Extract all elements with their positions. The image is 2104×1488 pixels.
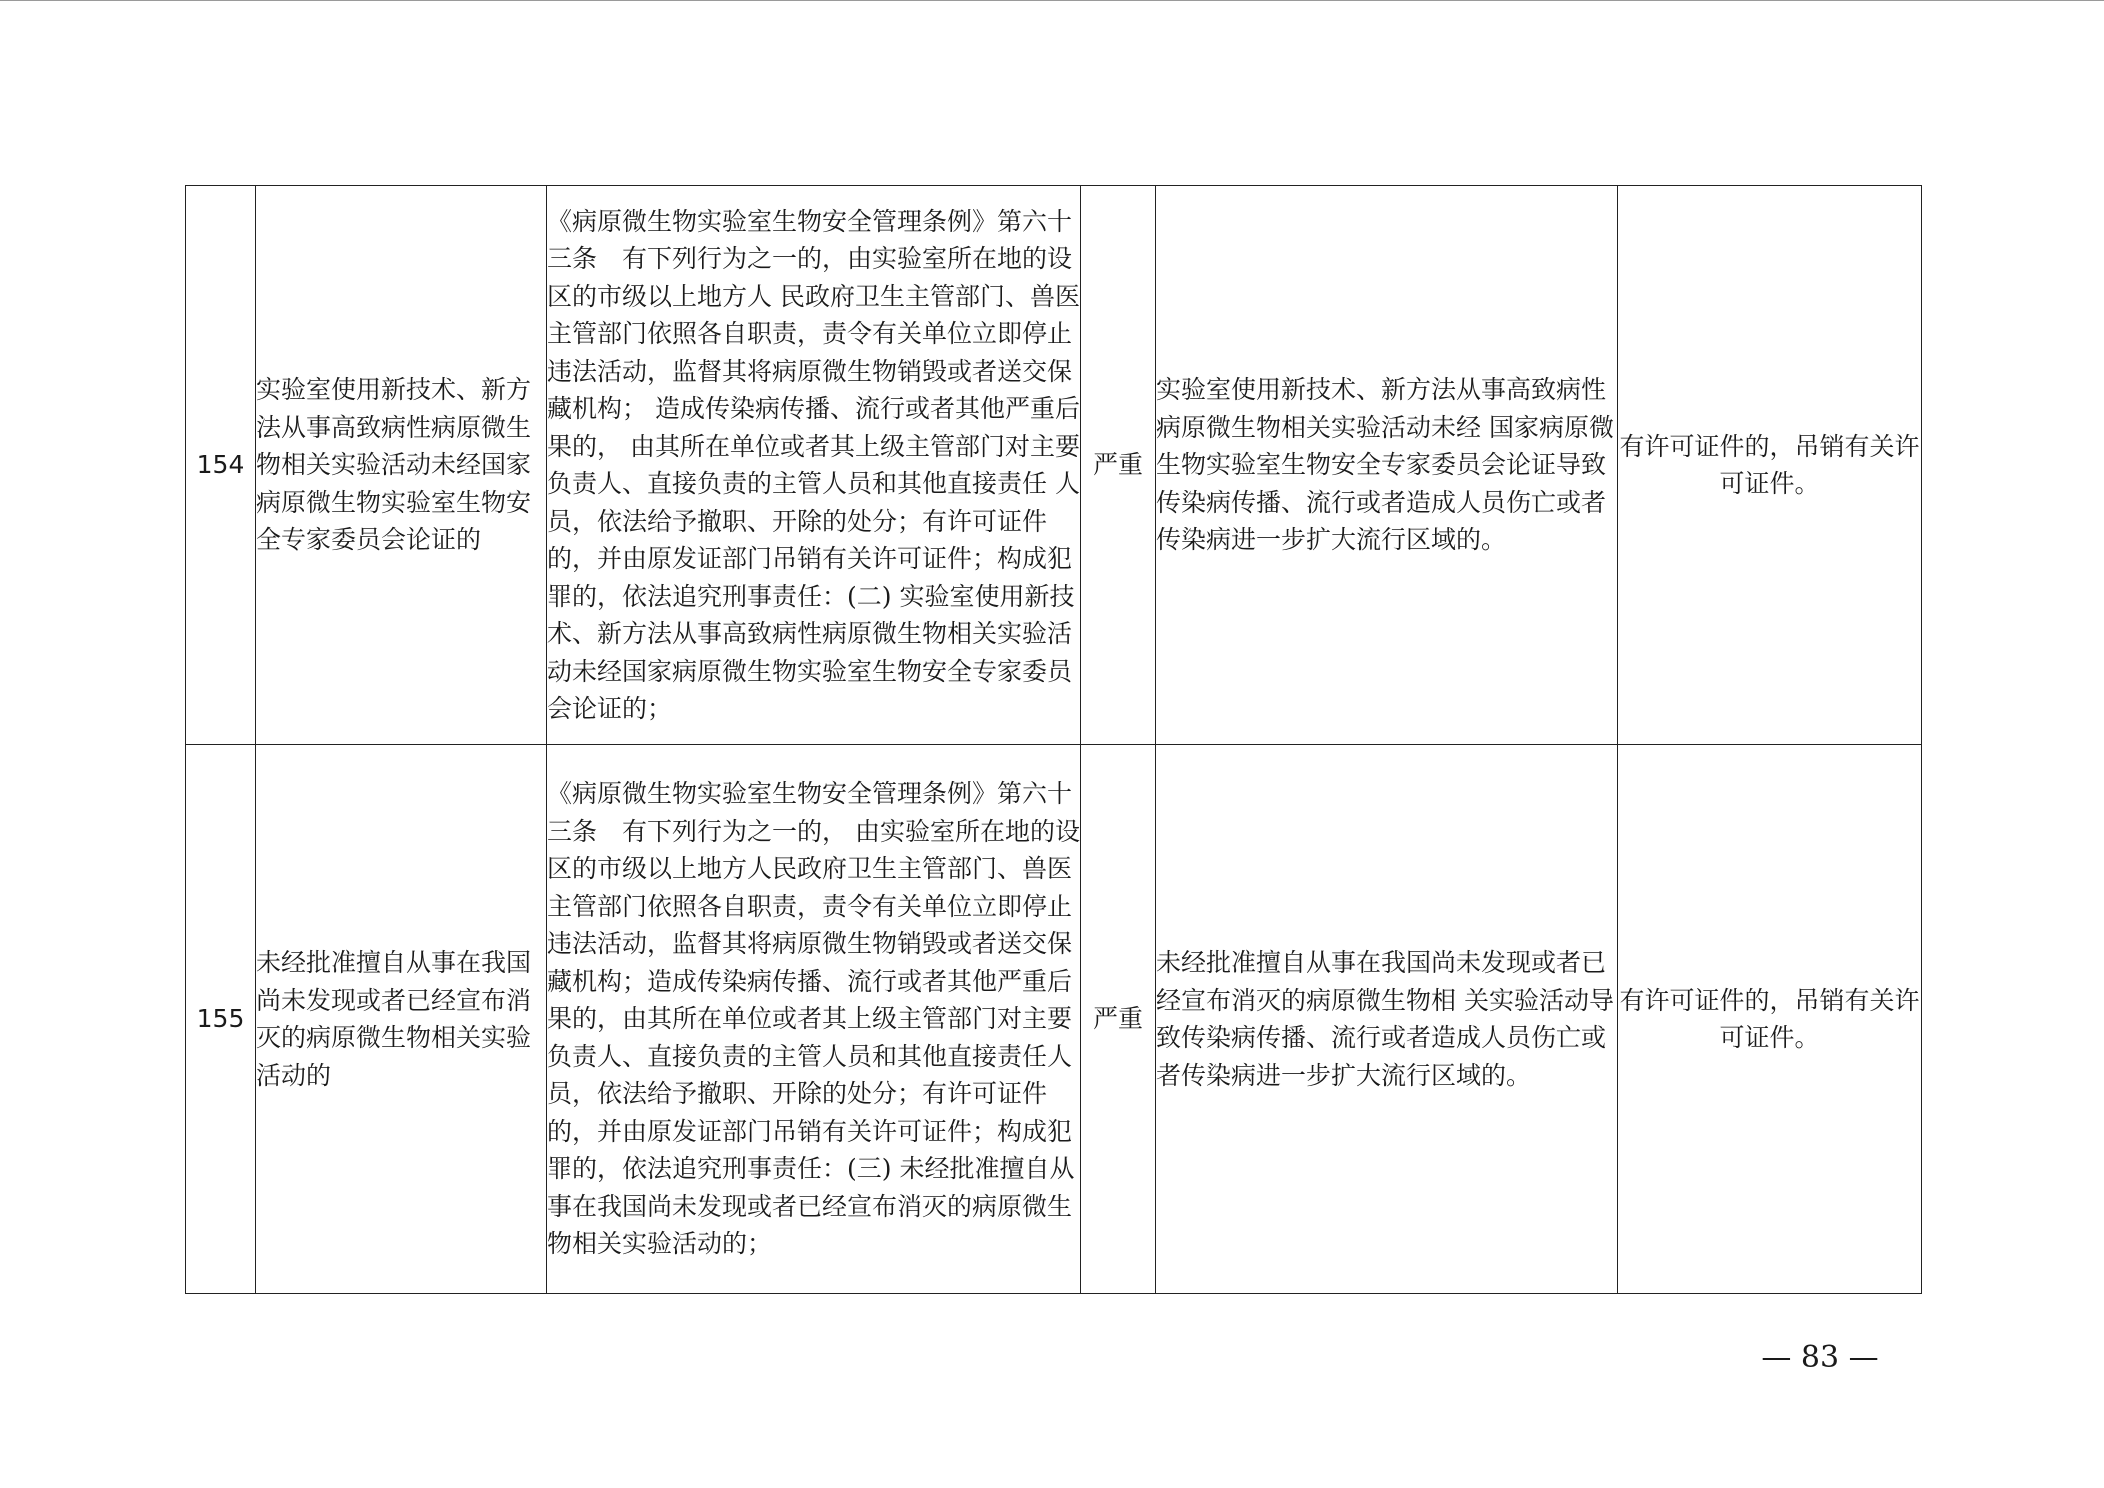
row-number: 154 [186,186,256,745]
table-row [186,745,1922,1294]
violation-situation: 实验室使用新技术、新方法从事高致病性病原微生物相关实验活动未经 国家病原微生物实验室生物安全专家委员会论证导致传染病传播、流行或者造成人员伤亡或者传染病进一步扩大流行区域的。 [1156,186,1618,745]
table-row [186,186,1922,745]
page-number: — 83 — [1761,1340,1879,1375]
penalty-table [185,185,1922,1294]
penalty-measure: 有许可证件的，吊销有关许可证件。 [1618,186,1922,745]
violation-name: 实验室使用新技术、新方法从事高致病性病原微生物相关实验活动未经国家病原微生物实验室生物安全专家委员会论证的 [256,186,547,745]
severity-level: 严重 [1081,745,1156,1294]
penalty-measure: 有许可证件的，吊销有关许可证件。 [1618,745,1922,1294]
violation-situation: 未经批准擅自从事在我国尚未发现或者已经宣布消灭的病原微生物相 关实验活动导致传染病传播、流行或者造成人员伤亡或者传染病进一步扩大流行区域的。 [1156,745,1618,1294]
severity-level: 严重 [1081,186,1156,745]
legal-basis: 《病原微生物实验室生物安全管理条例》第六十三条 有下列行为之一的， 由实验室所在地的设区的市级以上地方人民政府卫生主管部门、兽医主管部门依照各自职责，责令有关单位立即停止违法活动，监督其将病原微生物销毁或者送交保藏机构；造成传染病传播、流行或者其他严重后果的，由其所在单位或者其上级主管部门对主要负责人、直接负责的主管人员和其他直接责任人员，依法给予撤职、开除的处分；有许可证件的，并由原发证部门吊销有关许可证件；构成犯罪的，依法追究刑事责任：(三) 未经批准擅自从事在我国尚未发现或者已经宣布消灭的病原微生物相关实验活动的； [547,745,1081,1294]
legal-basis: 《病原微生物实验室生物安全管理条例》第六十三条 有下列行为之一的，由实验室所在地的设区的市级以上地方人 民政府卫生主管部门、兽医主管部门依照各自职责，责令有关单位立即停止违法活动，监督其将病原微生物销毁或者送交保藏机构； 造成传染病传播、流行或者其他严重后果的， 由其所在单位或者其上级主管部门对主要负责人、直接负责的主管人员和其他直接责任 人员，依法给予撤职、开除的处分；有许可证件的，并由原发证部门吊销有关许可证件；构成犯罪的，依法追究刑事责任：(二) 实验室使用新技术、新方法从事高致病性病原微生物相关实验活动未经国家病原微生物实验室生物安全专家委员会论证的； [547,186,1081,745]
row-number: 155 [186,745,256,1294]
violation-name: 未经批准擅自从事在我国尚未发现或者已经宣布消灭的病原微生物相关实验活动的 [256,745,547,1294]
